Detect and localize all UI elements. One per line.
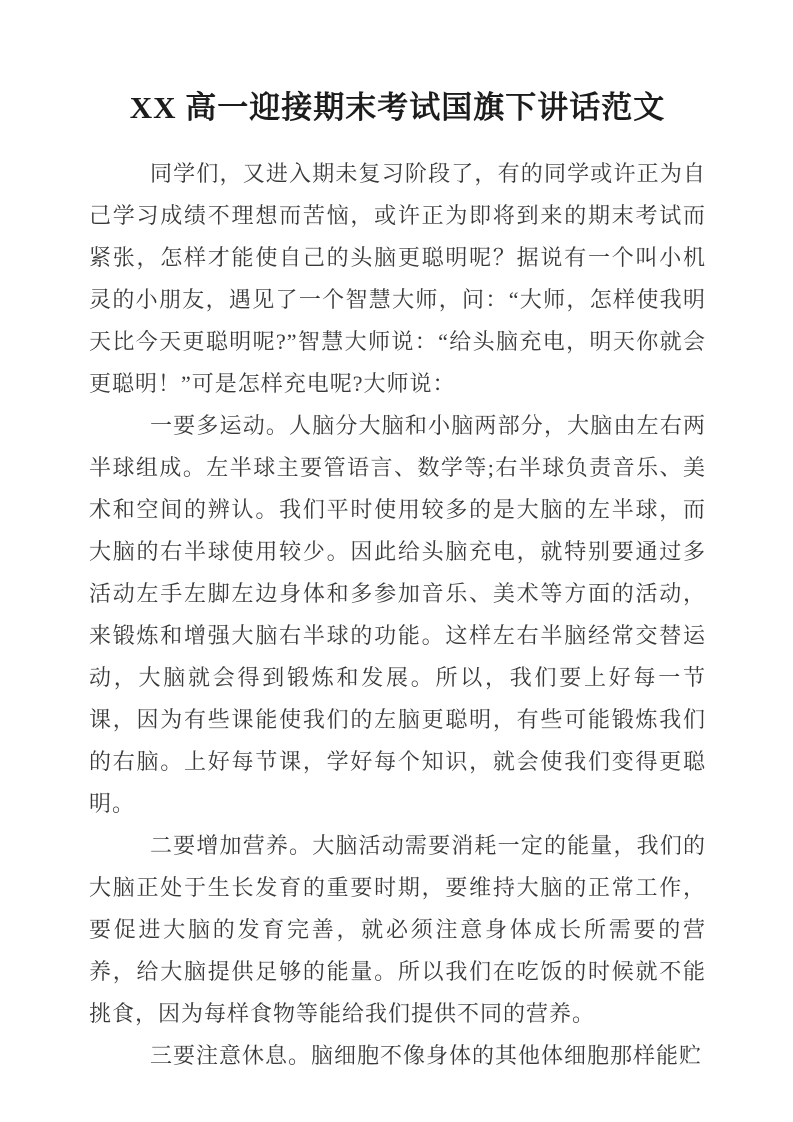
paragraph-point-one-exercise: 一要多运动。人脑分大脑和小脑两部分，大脑由左右两半球组成。左半球主要管语言、数学等;右半球负责音乐、美术和空间的辨认。我们平时使用较多的是大脑的左半球，而大脑的右半球使用较少。因此给头脑充电，就特别要通过多活动左手左脚左边身体和多参加音乐、美术等方面的活动，来锻炼和增强大脑右半球的功能。这样左右半脑经常交替运动，大脑就会得到锻炼和发展。所以，我们要上好每一节课，因为有些课能使我们的左脑更聪明，有些可能锻炼我们的右脑。上好每节课，学好每个知识，就会使我们变得更聪明。	[89, 413, 706, 816]
document-body	[89, 153, 706, 1077]
paragraph-intro: 同学们，又进入期未复习阶段了，有的同学或许正为自己学习成绩不理想而苦恼，或许正为即将到来的期末考试而紧张，怎样才能使自己的头脑更聪明呢？据说有一个叫小机灵的小朋友，遇见了一个智慧大师，问：“大师，怎样使我明天比今天更聪明呢?”智慧大师说：“给头脑充电，明天你就会更聪明！”可是怎样充电呢?大师说：	[89, 161, 706, 396]
paragraph-point-two-nutrition: 二要增加营养。大脑活动需要消耗一定的能量，我们的大脑正处于生长发育的重要时期，要维持大脑的正常工作，要促进大脑的发育完善，就必须注意身体成长所需要的营养，给大脑提供足够的能量。所以我们在吃饭的时候就不能挑食，因为每样食物等能给我们提供不同的营养。	[89, 833, 706, 1026]
paragraph-point-three-rest: 三要注意休息。脑细胞不像身体的其他体细胞那样能贮	[150, 1043, 703, 1068]
document-title: XX 高一迎接期末考试国旗下讲话范文	[129, 90, 666, 125]
